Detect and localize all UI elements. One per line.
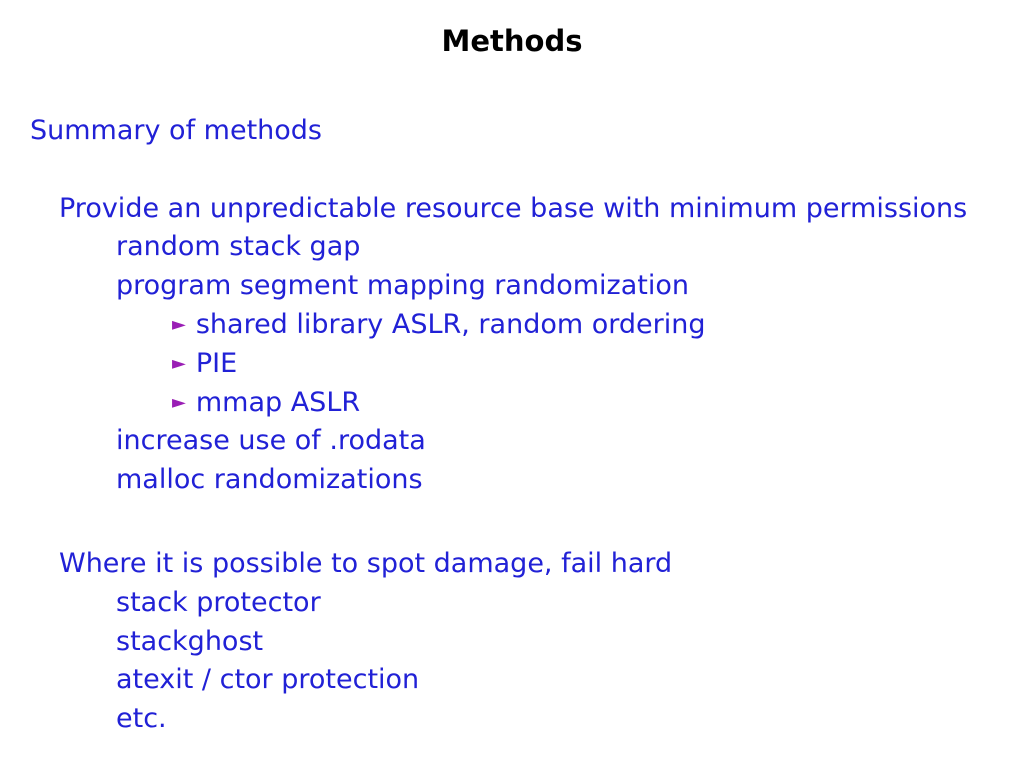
slide-title: Methods [441,24,583,58]
item-text: program segment mapping randomization [116,270,689,302]
section [0,190,1024,500]
bullet-item [0,384,1024,423]
bullet-item [0,345,1024,384]
list-item [0,461,1024,500]
summary-heading: Summary of methods [30,115,323,146]
triangle-bullet-icon: ► [172,313,186,335]
item-text: stackghost [116,625,264,657]
item-text: mmap ASLR [195,386,361,418]
section-lead: Where it is possible to spot damage, fail hard [59,547,673,579]
list-item [0,623,1024,662]
section-lead: Provide an unpredictable resource base with minimum permissions [59,192,968,224]
list-item [0,228,1024,267]
item-text: shared library ASLR, random ordering [195,308,706,340]
item-text: PIE [195,347,238,379]
list-item [0,661,1024,700]
item-text: atexit / ctor protection [116,664,420,696]
item-text: stack protector [116,586,321,618]
list-item [0,422,1024,461]
list-item [0,267,1024,306]
item-text: increase use of .rodata [116,425,426,457]
item-text: etc. [116,703,167,735]
section [0,545,1024,739]
triangle-bullet-icon: ► [172,391,186,413]
bullet-item [0,306,1024,345]
list-item [0,700,1024,739]
triangle-bullet-icon: ► [172,352,186,374]
item-text: malloc randomizations [116,464,423,496]
item-text: random stack gap [116,231,361,263]
slide-body [0,112,1024,739]
list-item [0,584,1024,623]
